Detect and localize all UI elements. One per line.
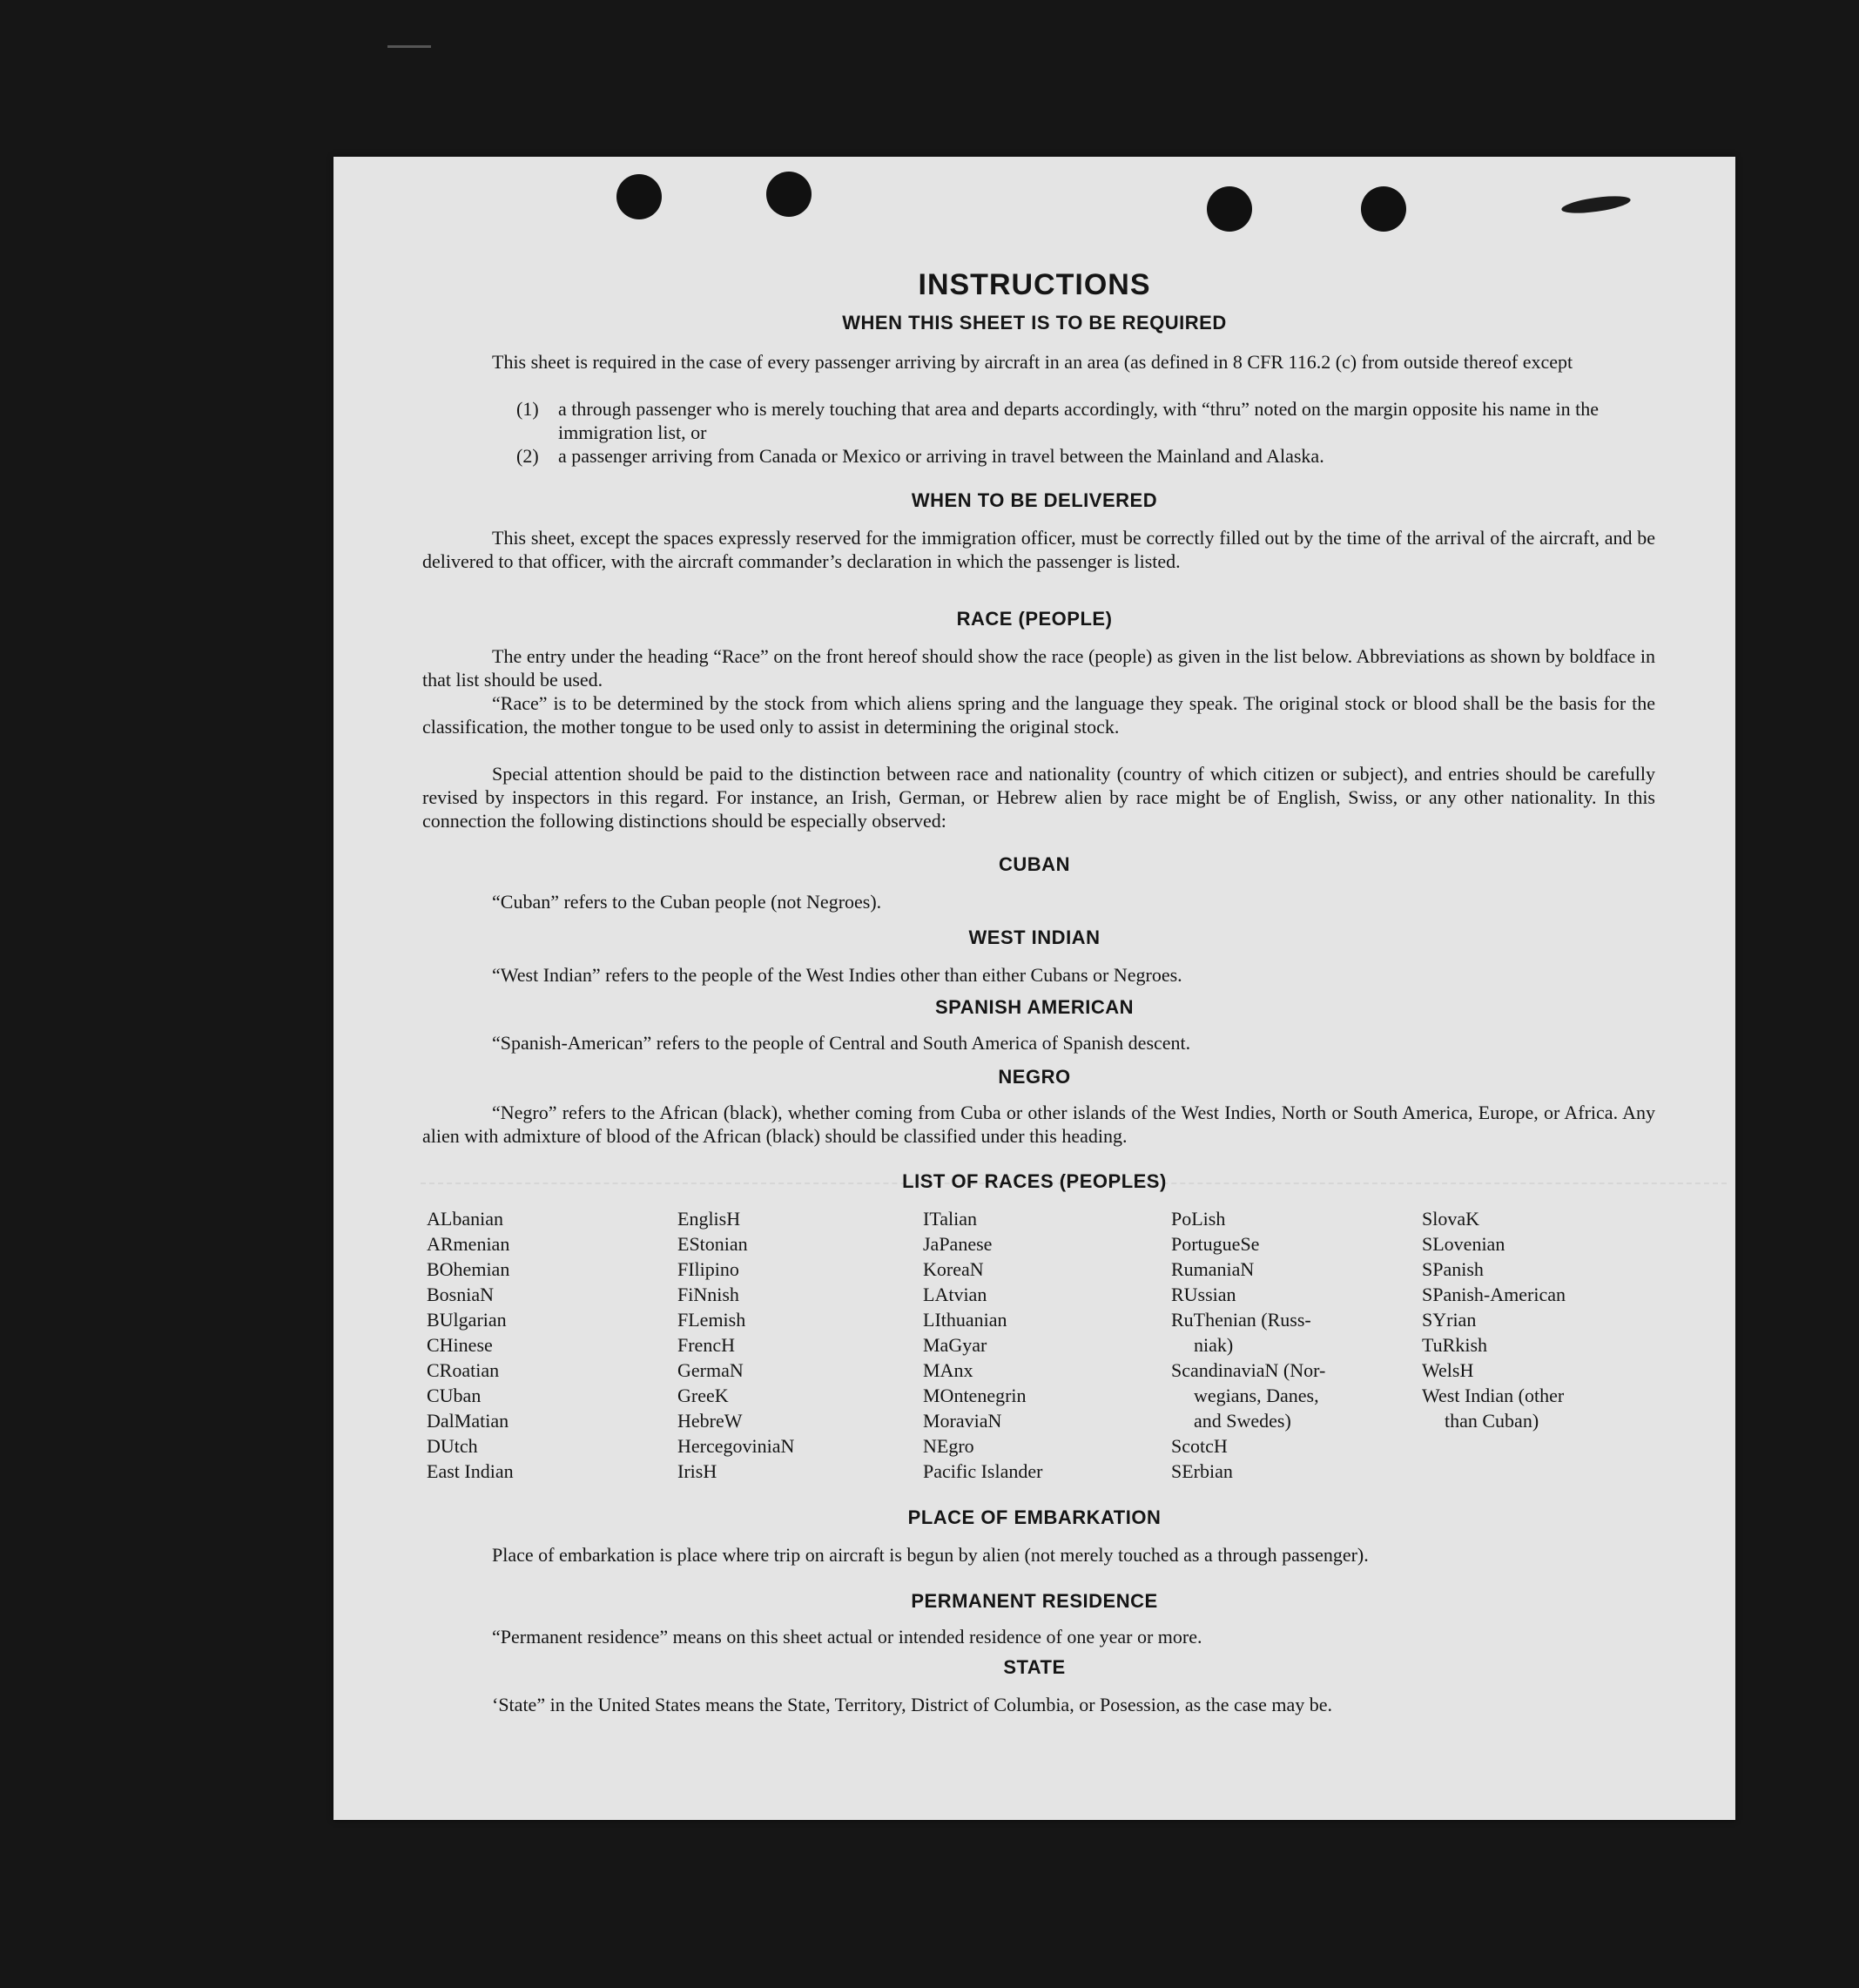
page-title: INSTRUCTIONS [918, 268, 1151, 301]
west-indian-text: “West Indian” refers to the people of the West Indies other than either Cubans or Negroes. [492, 964, 1182, 986]
race-entry: BOhemian [427, 1258, 510, 1280]
punch-hole [766, 172, 812, 217]
race-entry: GreeK [677, 1385, 729, 1406]
race-entry: FiNnish [677, 1284, 739, 1305]
section-heading-residence: PERMANENT RESIDENCE [911, 1590, 1158, 1612]
race-entry: SlovaK [1422, 1208, 1479, 1230]
race-entry: MaGyar [923, 1334, 987, 1356]
race-list-column-4 [1171, 1206, 1325, 1484]
section-heading-negro: NEGRO [998, 1066, 1071, 1088]
section-heading-required: WHEN THIS SHEET IS TO BE REQUIRED [842, 312, 1227, 334]
race-entry: MoraviaN [923, 1410, 1002, 1432]
race-entry: FrencH [677, 1334, 735, 1356]
race-entry: SLovenian [1422, 1233, 1505, 1255]
race-entry: HebreW [677, 1410, 743, 1432]
race-entry: DalMatian [427, 1410, 509, 1432]
race-entry: LIthuanian [923, 1309, 1007, 1331]
race-entry-continued: and Swedes) [1194, 1410, 1291, 1432]
race-entry: PortugueSe [1171, 1233, 1260, 1255]
embarkation-text: Place of embarkation is place where trip on aircraft is begun by alien (not merely touched as a through passenger). [492, 1544, 1369, 1566]
race-entry: EnglisH [677, 1208, 741, 1230]
race-entry: RumaniaN [1171, 1258, 1255, 1280]
race-entry: CUban [427, 1385, 482, 1406]
race-entry: HercegoviniaN [677, 1435, 795, 1457]
race-entry: DUtch [427, 1435, 478, 1457]
race-list-column-1 [427, 1206, 514, 1484]
race-entry: TuRkish [1422, 1334, 1488, 1356]
race-entry: RUssian [1171, 1284, 1236, 1305]
race-entry-continued: wegians, Danes, [1194, 1385, 1319, 1406]
section-heading-race: RACE (PEOPLE) [956, 608, 1113, 630]
race-entry: RuThenian (Russ- [1171, 1309, 1311, 1331]
race-list-column-3 [923, 1206, 1042, 1484]
negro-text: “Negro” refers to the African (black), whether coming from Cuba or other islands of the West Indies, North or South America, Europe, or Africa. Any alien with admixture of blood of the African (black) should be classified under this heading. [422, 1102, 1655, 1147]
item-number: (2) [516, 445, 539, 467]
cuban-text: “Cuban” refers to the Cuban people (not Negroes). [492, 891, 882, 913]
race-entry: FLemish [677, 1309, 746, 1331]
race-entry: MAnx [923, 1359, 973, 1381]
race-paragraph-1: The entry under the heading “Race” on the front hereof should show the race (people) as given in the list below. Abbreviations as shown by boldface in that list should be used. [422, 645, 1655, 691]
state-text: ‘State” in the United States means the State, Territory, District of Columbia, or Posession, as the case may be. [492, 1694, 1333, 1715]
required-item-2 [516, 444, 1655, 468]
section-heading-embarkation: PLACE OF EMBARKATION [907, 1506, 1162, 1528]
section-heading-spanish-american: SPANISH AMERICAN [934, 996, 1134, 1018]
race-entry: WelsH [1422, 1359, 1474, 1381]
race-entry: JaPanese [923, 1233, 993, 1255]
spanish-american-text: “Spanish-American” refers to the people of Central and South America of Spanish descent. [492, 1032, 1191, 1054]
race-entry: LAtvian [923, 1284, 987, 1305]
race-entry: KoreaN [923, 1258, 984, 1280]
race-entry: BosniaN [427, 1284, 494, 1305]
race-entry: MOntenegrin [923, 1385, 1027, 1406]
item-text: a passenger arriving from Canada or Mexico or arriving in travel between the Mainland and Alaska. [558, 445, 1324, 467]
punch-hole [1361, 186, 1406, 232]
race-entry: IrisH [677, 1460, 717, 1482]
race-entry: FIlipino [677, 1258, 739, 1280]
race-entry: SYrian [1422, 1309, 1477, 1331]
delivered-text: This sheet, except the spaces expressly reserved for the immigration officer, must be correctly filled out by the time of the arrival of the aircraft, and be delivered to that officer, with the aircraft commander’s declaration in which the passenger is listed. [422, 527, 1655, 572]
race-entry: East Indian [427, 1460, 514, 1482]
race-entry: ScotcH [1171, 1435, 1228, 1457]
instruction-sheet [333, 157, 1735, 1820]
race-entry: SPanish [1422, 1258, 1484, 1280]
race-entry: BUlgarian [427, 1309, 507, 1331]
race-list-column-5 [1422, 1206, 1566, 1433]
section-heading-list: LIST OF RACES (PEOPLES) [902, 1170, 1167, 1192]
race-entry-continued: niak) [1194, 1334, 1234, 1356]
item-number: (1) [516, 398, 539, 420]
race-entry: SErbian [1171, 1460, 1233, 1482]
section-heading-cuban: CUBAN [999, 853, 1070, 875]
punch-hole [1207, 186, 1252, 232]
race-entry: EStonian [677, 1233, 748, 1255]
race-entry: PoLish [1171, 1208, 1226, 1230]
race-entry: NEgro [923, 1435, 974, 1457]
section-heading-west-indian: WEST INDIAN [968, 927, 1101, 948]
item-text: a through passenger who is merely touching that area and departs accordingly, with “thru” noted on the margin opposite his name in the immigration list, or [558, 398, 1600, 443]
residence-text: “Permanent residence” means on this sheet actual or intended residence of one year or more. [492, 1626, 1202, 1648]
ink-smudge [1560, 193, 1631, 217]
required-intro: This sheet is required in the case of every passenger arriving by aircraft in an area (as defined in 8 CFR 116.2 (c) from outside thereof except [492, 351, 1573, 373]
race-paragraph-2: “Race” is to be determined by the stock from which aliens spring and the language they speak. The original stock or blood shall be the basis for the classification, the mother tongue to be used only to assist in determining the original stock. [422, 692, 1655, 738]
section-heading-delivered: WHEN TO BE DELIVERED [911, 489, 1158, 511]
race-entry: ITalian [923, 1208, 977, 1230]
race-entry: ALbanian [427, 1208, 503, 1230]
race-entry: West Indian (other [1422, 1385, 1565, 1406]
race-entry: ARmenian [427, 1233, 510, 1255]
race-entry: ScandinaviaN (Nor- [1171, 1359, 1326, 1381]
race-entry: Pacific Islander [923, 1460, 1043, 1482]
race-entry-continued: than Cuban) [1445, 1410, 1539, 1432]
race-list-column-2 [677, 1206, 794, 1484]
race-entry: CHinese [427, 1334, 493, 1356]
race-entry: GermaN [677, 1359, 744, 1381]
film-mark [387, 45, 431, 48]
race-entry: CRoatian [427, 1359, 500, 1381]
race-entry: SPanish-American [1422, 1284, 1566, 1305]
required-item-1 [516, 397, 1655, 444]
race-paragraph-3: Special attention should be paid to the distinction between race and nationality (country of which citizen or subject), and entries should be carefully revised by inspectors in this regard. For instance, an Irish, German, or Hebrew alien by race might be of English, Swiss, or any other nationality. In this connection the following distinctions should be especially observed: [422, 763, 1655, 832]
section-heading-state: STATE [1003, 1656, 1066, 1678]
punch-hole [616, 174, 662, 219]
